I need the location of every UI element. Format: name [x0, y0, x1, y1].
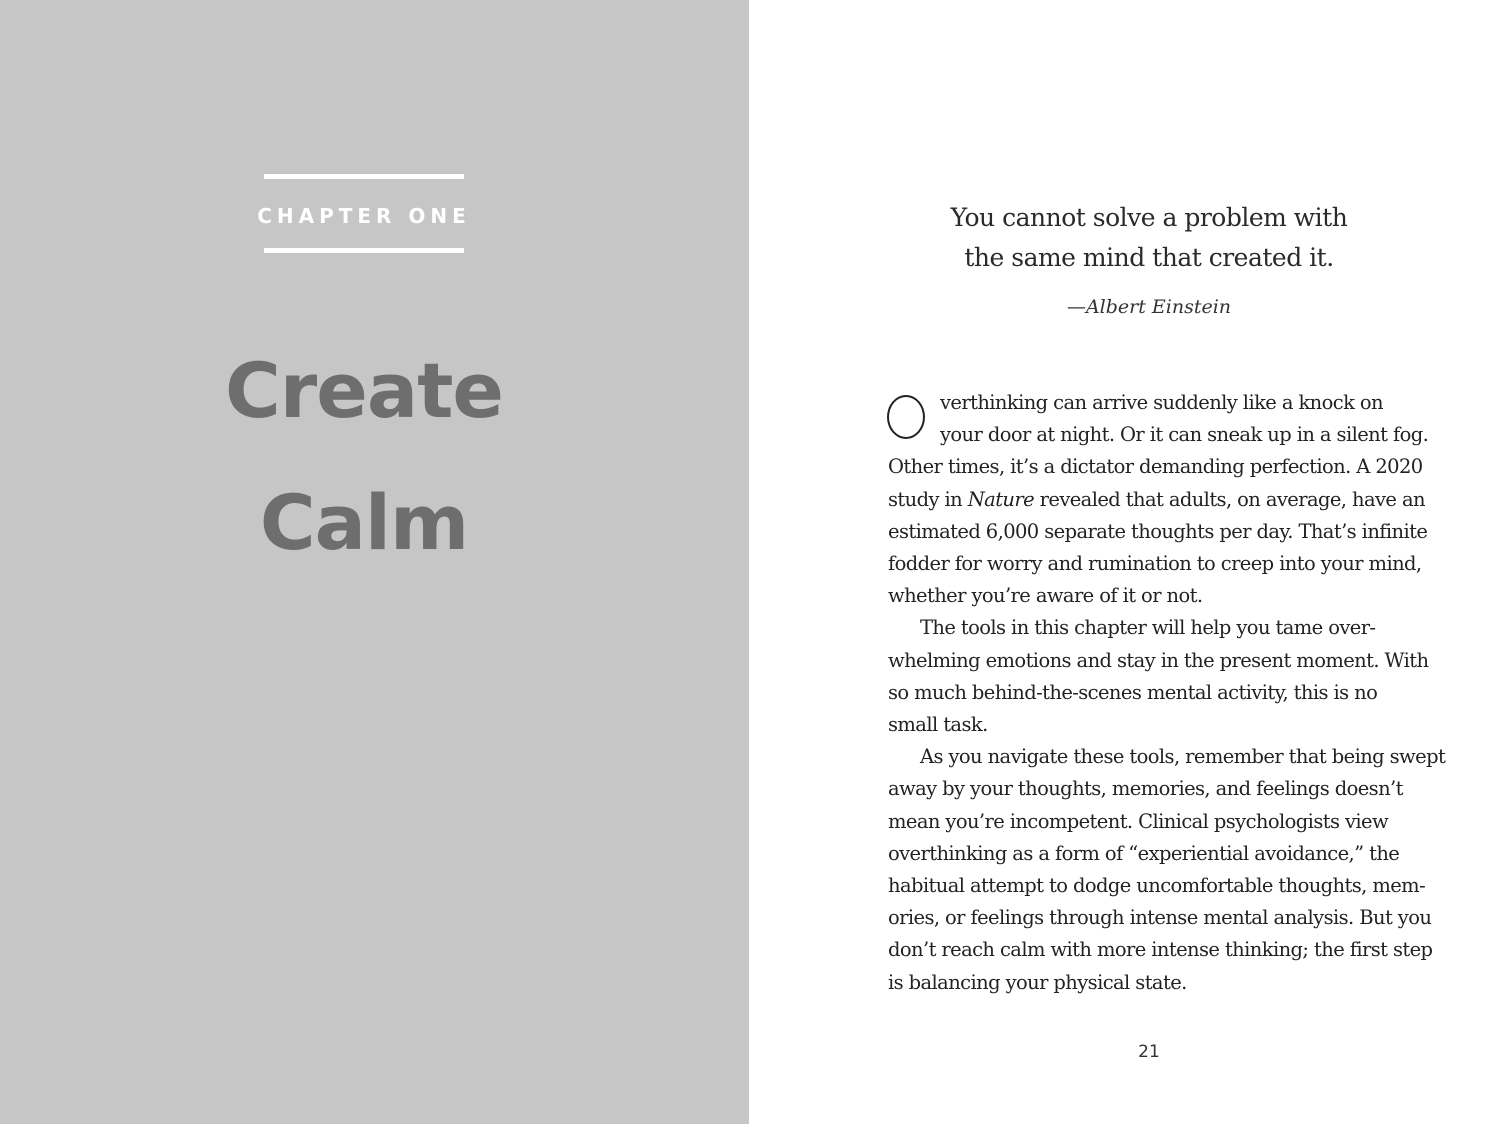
- text-line: [888, 484, 1425, 516]
- drop-cap-o: [887, 395, 925, 439]
- text-line: don’t reach calm with more intense thinking; the first step: [888, 938, 1433, 962]
- text-line: Other times, it’s a dictator demanding perfection. A 2020: [888, 455, 1423, 479]
- page-number: 21: [1138, 1042, 1160, 1062]
- text-line: whelming emotions and stay in the present moment. With: [888, 648, 1429, 672]
- chapter-rule-bottom: [264, 248, 464, 253]
- journal-name: Nature: [967, 487, 1035, 511]
- text-line: The tools in this chapter will help you tame over-: [920, 616, 1376, 640]
- text-page: [749, 0, 1500, 1124]
- chapter-opener-page: [0, 0, 749, 1124]
- chapter-title-line-1: Create: [225, 346, 503, 435]
- body-text: [888, 387, 1446, 999]
- epigraph-attribution: —Albert Einstein: [1066, 296, 1232, 318]
- text-line: small task.: [888, 713, 988, 737]
- text-line: so much behind-the-scenes mental activity, this is no: [888, 680, 1378, 704]
- text-line: overthinking as a form of “experiential avoidance,” the: [888, 841, 1400, 865]
- text-line: ories, or feelings through intense mental analysis. But you: [888, 906, 1432, 930]
- text-line: mean you’re incompetent. Clinical psychologists view: [888, 809, 1389, 833]
- text-fragment: study in: [888, 487, 968, 511]
- text-line: verthinking can arrive suddenly like a knock on: [940, 391, 1384, 414]
- epigraph-line-2: the same mind that created it.: [964, 243, 1334, 272]
- text-line: is balancing your physical state.: [888, 970, 1187, 994]
- text-line: whether you’re aware of it or not.: [888, 584, 1203, 608]
- text-line: As you navigate these tools, remember that being swept: [920, 745, 1446, 769]
- text-line: fodder for worry and rumination to creep into your mind,: [888, 552, 1422, 576]
- text-line: your door at night. Or it can sneak up in a silent fog.: [940, 423, 1429, 447]
- chapter-label: CHAPTER ONE: [257, 204, 471, 228]
- epigraph-line-1: You cannot solve a problem with: [950, 203, 1348, 232]
- chapter-title: [114, 325, 614, 589]
- chapter-title-line-2: Calm: [259, 478, 469, 567]
- chapter-rule-top: [264, 174, 464, 179]
- text-fragment: revealed that adults, on average, have an: [1034, 487, 1425, 511]
- text-line: estimated 6,000 separate thoughts per day. That’s infinite: [888, 519, 1428, 543]
- text-line: habitual attempt to dodge uncomfortable thoughts, mem-: [888, 874, 1426, 898]
- text-line: away by your thoughts, memories, and feelings doesn’t: [888, 777, 1403, 801]
- epigraph: [899, 198, 1399, 322]
